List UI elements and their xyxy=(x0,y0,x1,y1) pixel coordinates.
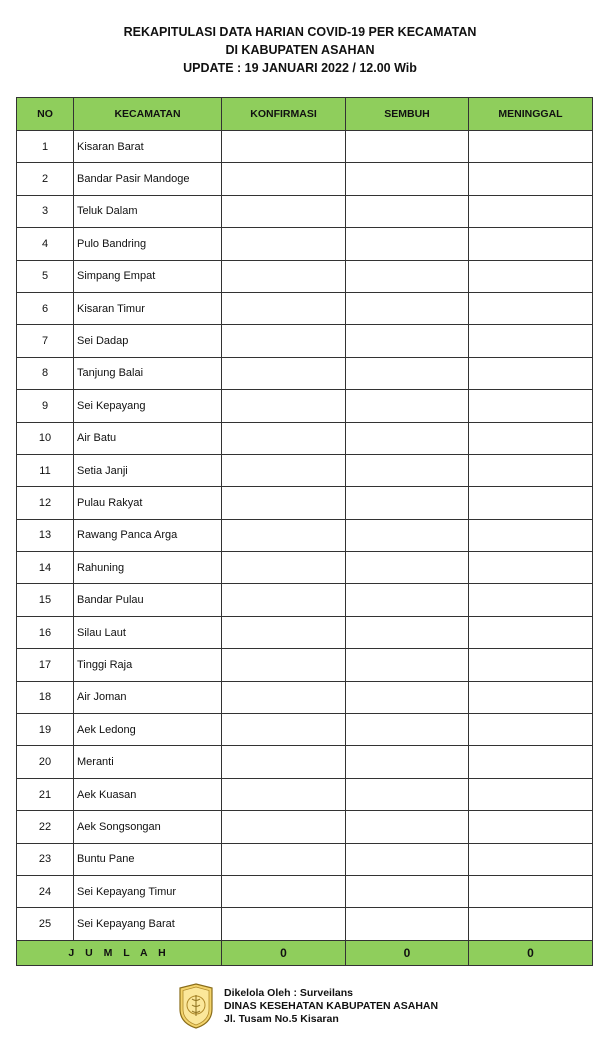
row-meninggal xyxy=(469,552,593,584)
row-meninggal xyxy=(469,908,593,940)
title-line-2: DI KABUPATEN ASAHAN xyxy=(225,43,375,57)
row-meninggal xyxy=(469,843,593,875)
row-kecamatan: Pulo Bandring xyxy=(74,228,222,260)
row-sembuh xyxy=(346,454,469,486)
row-sembuh xyxy=(346,357,469,389)
row-sembuh xyxy=(346,422,469,454)
row-kecamatan: Rahuning xyxy=(74,552,222,584)
row-meninggal xyxy=(469,131,593,163)
row-konfirmasi xyxy=(222,519,346,551)
table-row xyxy=(17,875,593,907)
total-sembuh: 0 xyxy=(346,940,469,965)
row-kecamatan: Air Joman xyxy=(74,681,222,713)
row-sembuh xyxy=(346,681,469,713)
row-no: 16 xyxy=(17,616,74,648)
table-row xyxy=(17,519,593,551)
row-kecamatan: Buntu Pane xyxy=(74,843,222,875)
table-row xyxy=(17,746,593,778)
row-meninggal xyxy=(469,519,593,551)
table-row xyxy=(17,357,593,389)
row-meninggal xyxy=(469,714,593,746)
table-row xyxy=(17,649,593,681)
table-row xyxy=(17,487,593,519)
row-no: 18 xyxy=(17,681,74,713)
table-row xyxy=(17,778,593,810)
row-sembuh xyxy=(346,811,469,843)
row-konfirmasi xyxy=(222,195,346,227)
total-label: J U M L A H xyxy=(17,940,222,965)
row-no: 25 xyxy=(17,908,74,940)
row-kecamatan: Aek Kuasan xyxy=(74,778,222,810)
row-sembuh xyxy=(346,390,469,422)
row-meninggal xyxy=(469,811,593,843)
row-konfirmasi xyxy=(222,714,346,746)
row-sembuh xyxy=(346,843,469,875)
row-meninggal xyxy=(469,616,593,648)
row-sembuh xyxy=(346,875,469,907)
row-konfirmasi xyxy=(222,649,346,681)
document-title xyxy=(0,0,600,77)
row-meninggal xyxy=(469,746,593,778)
row-no: 17 xyxy=(17,649,74,681)
row-no: 22 xyxy=(17,811,74,843)
row-kecamatan: Aek Ledong xyxy=(74,714,222,746)
table-row xyxy=(17,260,593,292)
footer-line-1: Dikelola Oleh : Surveilans xyxy=(224,986,353,999)
row-no: 2 xyxy=(17,163,74,195)
table-row xyxy=(17,681,593,713)
row-sembuh xyxy=(346,292,469,324)
row-meninggal xyxy=(469,228,593,260)
row-konfirmasi xyxy=(222,487,346,519)
total-konfirmasi: 0 xyxy=(222,940,346,965)
row-no: 23 xyxy=(17,843,74,875)
row-meninggal xyxy=(469,260,593,292)
row-meninggal xyxy=(469,325,593,357)
row-meninggal xyxy=(469,778,593,810)
row-no: 5 xyxy=(17,260,74,292)
row-no: 7 xyxy=(17,325,74,357)
footer-line-3: Jl. Tusam No.5 Kisaran xyxy=(224,1012,339,1025)
row-kecamatan: Silau Laut xyxy=(74,616,222,648)
row-no: 12 xyxy=(17,487,74,519)
row-sembuh xyxy=(346,487,469,519)
row-sembuh xyxy=(346,325,469,357)
row-kecamatan: Tinggi Raja xyxy=(74,649,222,681)
row-sembuh xyxy=(346,778,469,810)
row-kecamatan: Bandar Pulau xyxy=(74,584,222,616)
row-kecamatan: Setia Janji xyxy=(74,454,222,486)
row-meninggal xyxy=(469,292,593,324)
row-no: 1 xyxy=(17,131,74,163)
row-meninggal xyxy=(469,422,593,454)
table-header-row xyxy=(17,98,593,131)
table-row xyxy=(17,163,593,195)
row-kecamatan: Air Batu xyxy=(74,422,222,454)
row-kecamatan: Kisaran Timur xyxy=(74,292,222,324)
row-konfirmasi xyxy=(222,908,346,940)
row-meninggal xyxy=(469,649,593,681)
table-row xyxy=(17,228,593,260)
row-konfirmasi xyxy=(222,163,346,195)
row-sembuh xyxy=(346,616,469,648)
table-row xyxy=(17,454,593,486)
row-no: 13 xyxy=(17,519,74,551)
row-no: 3 xyxy=(17,195,74,227)
total-row xyxy=(17,940,593,965)
table-row xyxy=(17,131,593,163)
row-meninggal xyxy=(469,357,593,389)
row-sembuh xyxy=(346,746,469,778)
title-line-1: REKAPITULASI DATA HARIAN COVID-19 PER KECAMATAN xyxy=(123,25,477,39)
table-row xyxy=(17,584,593,616)
row-konfirmasi xyxy=(222,422,346,454)
row-konfirmasi xyxy=(222,778,346,810)
row-no: 4 xyxy=(17,228,74,260)
table-row xyxy=(17,811,593,843)
row-no: 19 xyxy=(17,714,74,746)
row-konfirmasi xyxy=(222,390,346,422)
table-row xyxy=(17,908,593,940)
header-meninggal: MENINGGAL xyxy=(469,98,593,131)
row-sembuh xyxy=(346,714,469,746)
row-konfirmasi xyxy=(222,681,346,713)
row-sembuh xyxy=(346,195,469,227)
header-kecamatan: KECAMATAN xyxy=(74,98,222,131)
dinkes-logo-icon xyxy=(178,983,214,1029)
row-sembuh xyxy=(346,260,469,292)
row-no: 9 xyxy=(17,390,74,422)
table-row xyxy=(17,390,593,422)
row-konfirmasi xyxy=(222,260,346,292)
row-sembuh xyxy=(346,228,469,260)
row-no: 6 xyxy=(17,292,74,324)
row-sembuh xyxy=(346,163,469,195)
row-konfirmasi xyxy=(222,454,346,486)
header-no: NO xyxy=(17,98,74,131)
row-no: 14 xyxy=(17,552,74,584)
row-sembuh xyxy=(346,908,469,940)
row-konfirmasi xyxy=(222,228,346,260)
table-row xyxy=(17,292,593,324)
table-row xyxy=(17,616,593,648)
row-kecamatan: Pulau Rakyat xyxy=(74,487,222,519)
row-sembuh xyxy=(346,649,469,681)
row-konfirmasi xyxy=(222,584,346,616)
row-konfirmasi xyxy=(222,811,346,843)
row-kecamatan: Sei Kepayang Barat xyxy=(74,908,222,940)
table-row xyxy=(17,325,593,357)
row-konfirmasi xyxy=(222,552,346,584)
row-no: 20 xyxy=(17,746,74,778)
row-sembuh xyxy=(346,584,469,616)
row-meninggal xyxy=(469,390,593,422)
row-konfirmasi xyxy=(222,357,346,389)
row-kecamatan: Teluk Dalam xyxy=(74,195,222,227)
table-row xyxy=(17,843,593,875)
row-no: 24 xyxy=(17,875,74,907)
row-no: 11 xyxy=(17,454,74,486)
row-konfirmasi xyxy=(222,875,346,907)
table-row xyxy=(17,552,593,584)
row-kecamatan: Meranti xyxy=(74,746,222,778)
row-kecamatan: Sei Kepayang xyxy=(74,390,222,422)
footer xyxy=(178,983,438,1029)
row-sembuh xyxy=(346,131,469,163)
row-sembuh xyxy=(346,552,469,584)
row-no: 10 xyxy=(17,422,74,454)
table-row xyxy=(17,714,593,746)
row-kecamatan: Sei Dadap xyxy=(74,325,222,357)
row-kecamatan: Rawang Panca Arga xyxy=(74,519,222,551)
total-meninggal: 0 xyxy=(469,940,593,965)
row-konfirmasi xyxy=(222,746,346,778)
row-kecamatan: Aek Songsongan xyxy=(74,811,222,843)
row-meninggal xyxy=(469,681,593,713)
row-meninggal xyxy=(469,454,593,486)
row-meninggal xyxy=(469,163,593,195)
row-konfirmasi xyxy=(222,292,346,324)
table-row xyxy=(17,422,593,454)
row-no: 15 xyxy=(17,584,74,616)
row-meninggal xyxy=(469,584,593,616)
row-konfirmasi xyxy=(222,843,346,875)
title-line-3: UPDATE : 19 JANUARI 2022 / 12.00 Wib xyxy=(183,61,417,75)
row-kecamatan: Simpang Empat xyxy=(74,260,222,292)
row-kecamatan: Kisaran Barat xyxy=(74,131,222,163)
row-sembuh xyxy=(346,519,469,551)
table-row xyxy=(17,195,593,227)
footer-line-2: DINAS KESEHATAN KABUPATEN ASAHAN xyxy=(224,999,439,1012)
row-no: 21 xyxy=(17,778,74,810)
row-kecamatan: Tanjung Balai xyxy=(74,357,222,389)
row-kecamatan: Bandar Pasir Mandoge xyxy=(74,163,222,195)
header-konfirmasi: KONFIRMASI xyxy=(222,98,346,131)
header-sembuh: SEMBUH xyxy=(346,98,469,131)
recap-table xyxy=(16,97,593,966)
footer-text xyxy=(224,987,438,1026)
row-no: 8 xyxy=(17,357,74,389)
row-konfirmasi xyxy=(222,325,346,357)
row-meninggal xyxy=(469,875,593,907)
row-konfirmasi xyxy=(222,616,346,648)
row-konfirmasi xyxy=(222,131,346,163)
row-meninggal xyxy=(469,487,593,519)
row-meninggal xyxy=(469,195,593,227)
row-kecamatan: Sei Kepayang Timur xyxy=(74,875,222,907)
